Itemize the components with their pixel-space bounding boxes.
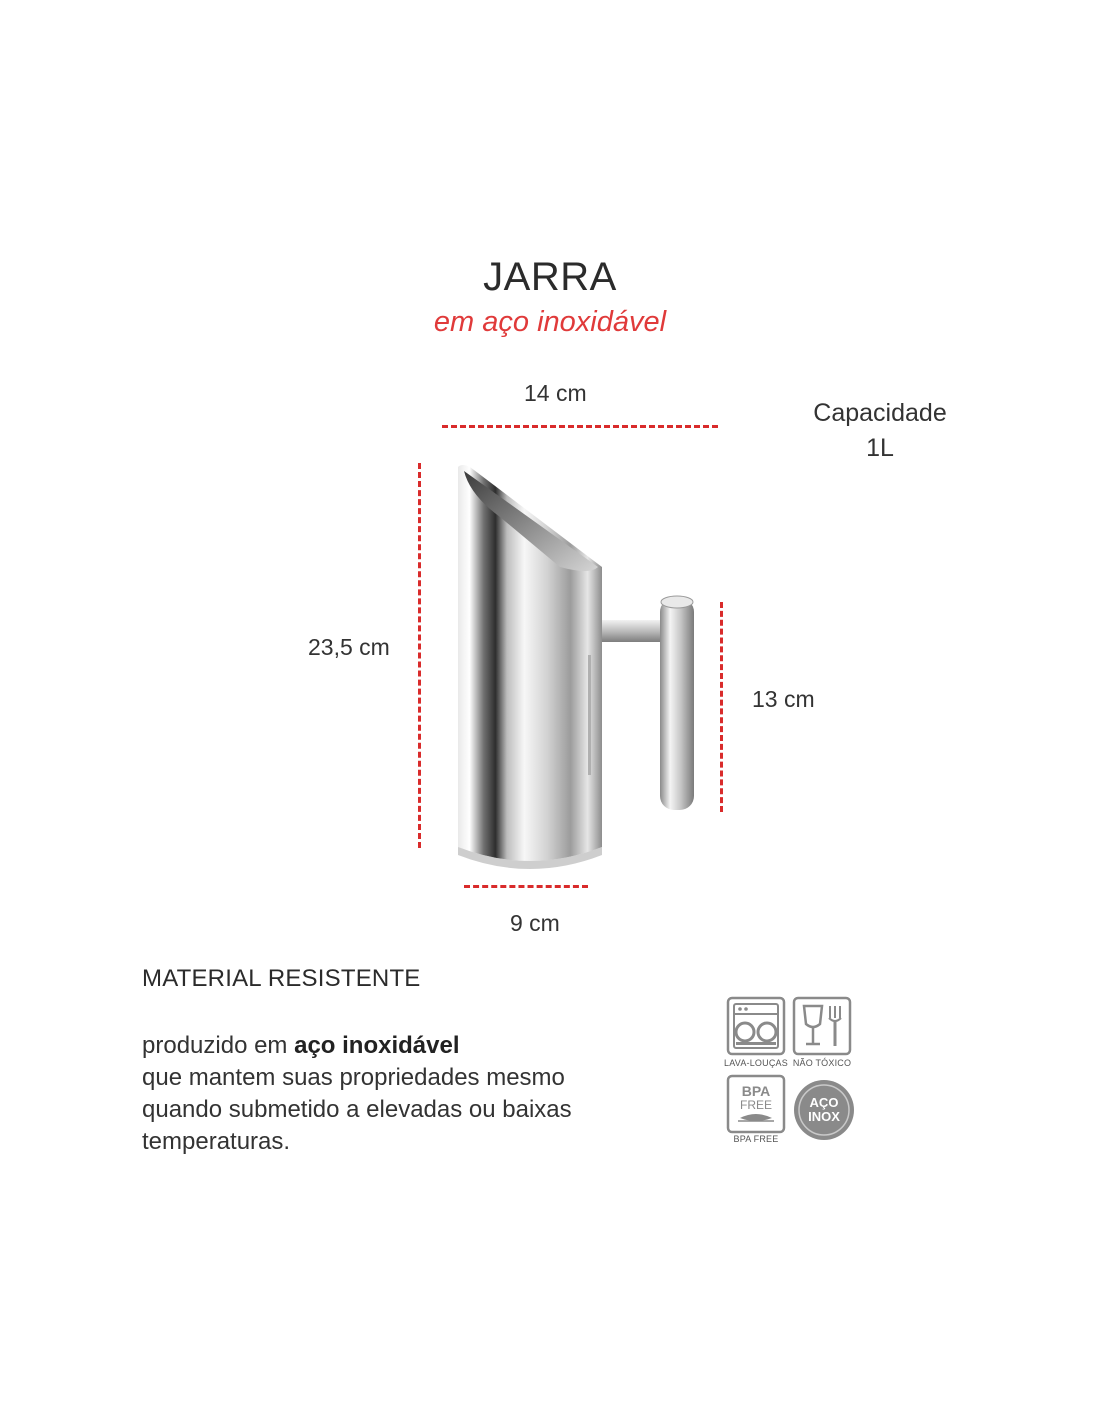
height-total-label: 23,5 cm	[308, 634, 390, 660]
material-description	[142, 1030, 622, 1158]
handle-grip	[660, 598, 694, 810]
non-toxic-badge	[792, 996, 852, 1068]
handle-height-label: 13 cm	[752, 686, 815, 712]
bpa-free-icon	[726, 1074, 786, 1134]
capacity-value: 1L	[866, 434, 894, 462]
material-line-4: temperaturas.	[142, 1128, 291, 1155]
width-bottom-dimension-line	[464, 885, 588, 888]
material-line-1: produzido em aço inoxidável	[142, 1032, 460, 1059]
height-total-dimension-line	[418, 463, 421, 848]
aco-icon-text-bottom: INOX	[808, 1109, 840, 1124]
product-subtitle: em aço inoxidável	[433, 306, 667, 338]
bpa-free-label: BPA FREE	[733, 1134, 779, 1144]
material-line-3: quando submetido a elevadas ou baixas	[142, 1096, 572, 1123]
width-bottom-label: 9 cm	[510, 910, 560, 936]
width-top-label: 14 cm	[524, 380, 587, 406]
capacity-label: Capacidade	[813, 399, 947, 427]
dishwasher-badge	[724, 996, 788, 1068]
product-title: JARRA	[483, 255, 617, 299]
bpa-free-badge	[726, 1074, 786, 1144]
aco-icon-text-top: AÇO	[809, 1095, 839, 1110]
capacity-block	[800, 396, 960, 466]
dishwasher-icon	[726, 996, 786, 1056]
non-toxic-label: NÃO TÓXICO	[792, 1058, 852, 1068]
material-heading: MATERIAL RESISTENTE	[142, 965, 421, 992]
material-highlight: aço inoxidável	[294, 1032, 460, 1059]
glass-fork-icon	[792, 996, 852, 1056]
dishwasher-label: LAVA-LOUÇAS	[724, 1058, 788, 1068]
pitcher-illustration	[440, 455, 710, 875]
material-line-2: que mantem suas propriedades mesmo	[142, 1064, 565, 1091]
bpa-icon-text-bottom: FREE	[739, 1098, 773, 1112]
aco-inox-badge	[792, 1078, 856, 1147]
handle-height-dimension-line	[720, 602, 723, 812]
stainless-steel-seal-icon	[792, 1078, 856, 1142]
bpa-icon-text-top: BPA	[741, 1083, 771, 1099]
width-top-dimension-line	[442, 425, 718, 428]
